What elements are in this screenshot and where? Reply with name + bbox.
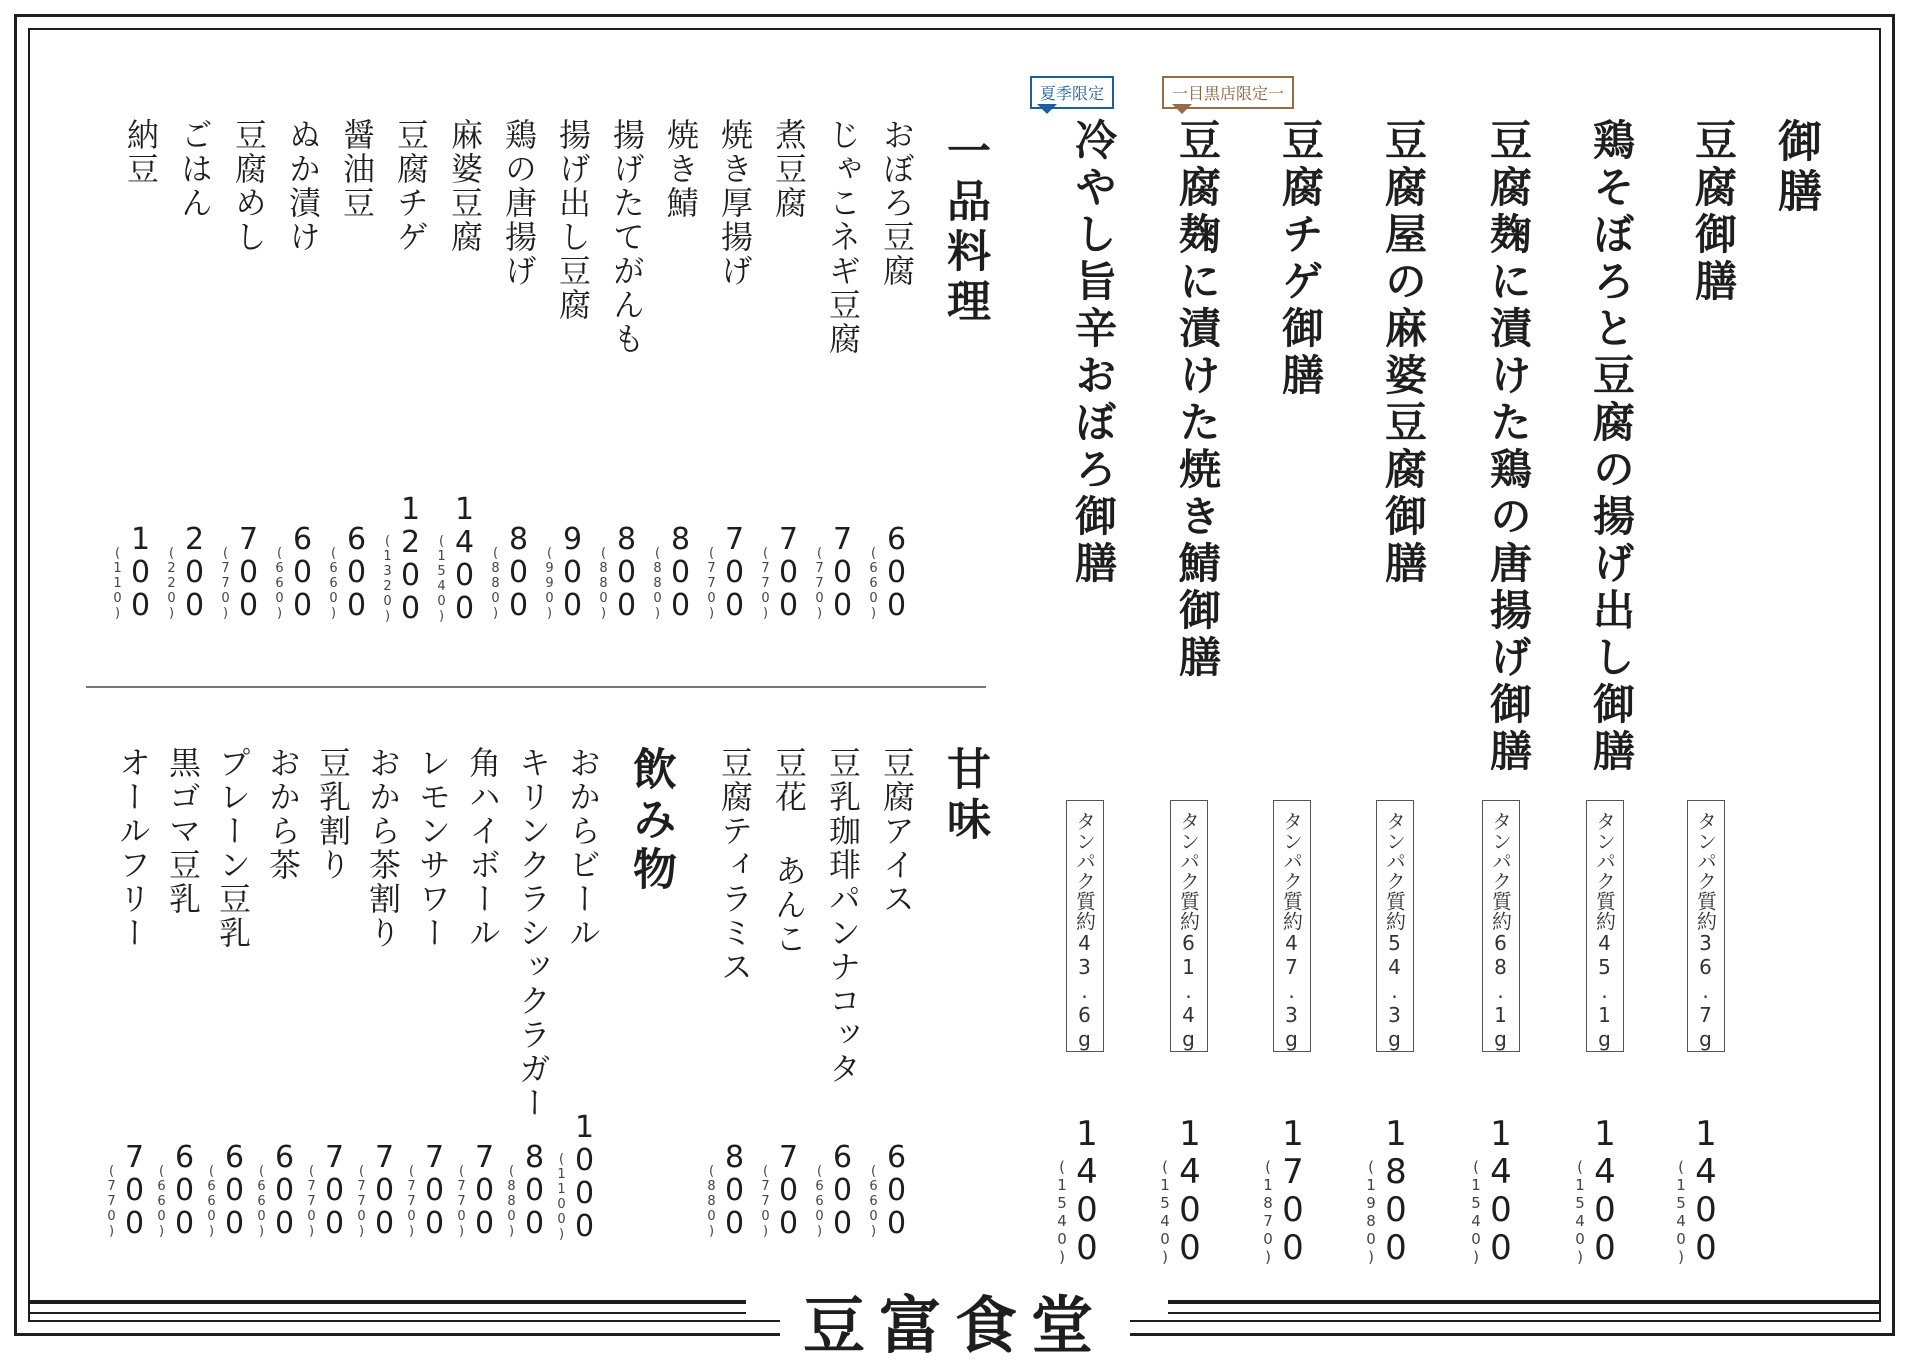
price-with-tax: (660) (866, 1164, 881, 1239)
protein-label: タンパク質約47.3g (1273, 800, 1311, 1052)
summer-limited-badge: 夏季限定 (1030, 76, 1114, 109)
amami-price (758, 1140, 806, 1239)
price-value: 800 (663, 522, 698, 621)
price-with-tax: (1320) (380, 534, 395, 624)
price-value: 600 (217, 1140, 252, 1239)
gozen-price (1672, 1114, 1726, 1266)
price-with-tax: (880) (504, 1164, 519, 1239)
price-value: 600 (267, 1140, 302, 1239)
price-with-tax: (110) (110, 546, 125, 621)
amami-item-name: 豆腐アイス (878, 746, 916, 916)
protein-label: タンパク質約68.1g (1482, 800, 1520, 1052)
price-with-tax: (770) (758, 1164, 773, 1239)
ippin-price (812, 522, 860, 621)
amami-heading: 甘味 (939, 746, 990, 846)
gozen-price (1571, 1114, 1625, 1266)
price-value: 600 (825, 1140, 860, 1239)
price-value: 200 (177, 522, 212, 621)
price-value: 600 (339, 522, 374, 621)
price-with-tax: (1540) (1672, 1158, 1690, 1266)
gozen-item-name: 豆腐屋の麻婆豆腐御膳 (1379, 118, 1428, 588)
price-with-tax: (1540) (434, 534, 449, 624)
store-limited-badge: 一目黒店限定一 (1162, 76, 1294, 109)
nomimono-price (104, 1140, 152, 1239)
price-value: 600 (285, 522, 320, 621)
ippin-item-name: じゃこネギ豆腐 (824, 118, 862, 356)
store-badge-tail (1172, 104, 1192, 114)
summer-badge-tail (1037, 104, 1057, 114)
amami-item-name: 豆花 あんこ (770, 746, 808, 956)
ippin-price (650, 522, 698, 621)
price-with-tax: (660) (254, 1164, 269, 1239)
nomimono-price (354, 1140, 402, 1239)
nomimono-price (204, 1140, 252, 1239)
nomimono-price (254, 1140, 302, 1239)
price-value: 1400 (1686, 1114, 1726, 1266)
price-with-tax: (990) (542, 546, 557, 621)
ippin-price (272, 522, 320, 621)
ippin-item-name: 豆腐めし (230, 118, 268, 254)
nomimono-item-name: おからビール (564, 746, 602, 950)
ippin-item-name: 醤油豆 (338, 118, 376, 220)
nomimono-item-name: キリンクラシックラガー (514, 746, 552, 1120)
nomimono-item-name: おから茶 (264, 746, 302, 882)
price-value: 700 (417, 1140, 452, 1239)
price-value: 1400 (1067, 1114, 1107, 1266)
protein-label: タンパク質約45.1g (1586, 800, 1624, 1052)
price-with-tax: (770) (454, 1164, 469, 1239)
price-value: 700 (367, 1140, 402, 1239)
protein-label: タンパク質約61.4g (1170, 800, 1208, 1052)
gozen-item-name: 豆腐チゲ御膳 (1276, 118, 1325, 400)
ippin-item-name: 麻婆豆腐 (446, 118, 484, 254)
price-value: 700 (317, 1140, 352, 1239)
price-with-tax: (880) (596, 546, 611, 621)
price-with-tax: (1540) (1053, 1158, 1071, 1266)
ippin-heading: 一品料理 (939, 128, 990, 328)
price-value: 1400 (1585, 1114, 1625, 1266)
price-value: 700 (231, 522, 266, 621)
price-with-tax: (770) (758, 546, 773, 621)
ippin-price (380, 492, 428, 624)
gozen-price (1362, 1114, 1416, 1266)
price-with-tax: (770) (812, 546, 827, 621)
gozen-price (1259, 1114, 1313, 1266)
price-value: 600 (167, 1140, 202, 1239)
ippin-price (326, 522, 374, 621)
amami-price (812, 1140, 860, 1239)
footer-rule-left (28, 1300, 746, 1304)
price-with-tax: (1540) (1467, 1158, 1485, 1266)
nomimono-item-name: 角ハイボール (464, 746, 502, 950)
ippin-price (758, 522, 806, 621)
price-value: 700 (117, 1140, 152, 1239)
price-value: 700 (825, 522, 860, 621)
price-with-tax: (660) (204, 1164, 219, 1239)
nomimono-price (554, 1110, 602, 1242)
price-value: 700 (467, 1140, 502, 1239)
price-with-tax: (220) (164, 546, 179, 621)
footer-rule-right (1168, 1300, 1881, 1304)
amami-item-name: 豆腐ティラミス (716, 746, 754, 984)
price-value: 800 (501, 522, 536, 621)
gozen-item-name: 豆腐麹に漬けた鶏の唐揚げ御膳 (1484, 118, 1533, 776)
price-with-tax: (770) (704, 546, 719, 621)
nomimono-price (504, 1140, 552, 1239)
price-with-tax: (770) (404, 1164, 419, 1239)
protein-label: タンパク質約36.7g (1687, 800, 1725, 1052)
price-value: 700 (771, 522, 806, 621)
price-with-tax: (1540) (1156, 1158, 1174, 1266)
protein-label: タンパク質約43.6g (1066, 800, 1104, 1052)
footer-rule-left-thin (28, 1312, 746, 1314)
nomimono-price (154, 1140, 202, 1239)
nomimono-price (454, 1140, 502, 1239)
price-value: 800 (717, 1140, 752, 1239)
footer-rule-right-thin (1168, 1312, 1881, 1314)
ippin-price (596, 522, 644, 621)
price-with-tax: (660) (812, 1164, 827, 1239)
nomimono-item-name: 豆乳割り (314, 746, 352, 882)
nomimono-item-name: オールフリー (114, 746, 152, 950)
gozen-price (1467, 1114, 1521, 1266)
price-value: 700 (771, 1140, 806, 1239)
nomimono-item-name: 黒ゴマ豆乳 (164, 746, 202, 916)
price-with-tax: (660) (272, 546, 287, 621)
price-with-tax: (660) (154, 1164, 169, 1239)
amami-item-name: 豆乳珈琲パンナコッタ (824, 746, 862, 1086)
price-with-tax: (770) (218, 546, 233, 621)
ippin-item-name: ぬか漬け (284, 118, 322, 254)
ippin-item-name: 豆腐チゲ (392, 118, 430, 254)
gozen-item-name: 冷やし旨辛おぼろ御膳 (1069, 118, 1118, 588)
nomimono-heading: 飲み物 (625, 746, 676, 896)
price-with-tax: (770) (304, 1164, 319, 1239)
price-value: 1400 (1170, 1114, 1210, 1266)
price-value: 1800 (1376, 1114, 1416, 1266)
price-value: 1700 (1273, 1114, 1313, 1266)
ippin-item-name: 焼き厚揚げ (716, 118, 754, 288)
nomimono-price (304, 1140, 352, 1239)
gozen-price (1053, 1114, 1107, 1266)
ippin-price (488, 522, 536, 621)
price-value: 1000 (567, 1110, 602, 1242)
amami-price (866, 1140, 914, 1239)
ippin-item-name: 揚げ出し豆腐 (554, 118, 592, 322)
ippin-price (542, 522, 590, 621)
price-value: 1400 (447, 492, 482, 624)
price-with-tax: (1870) (1259, 1158, 1277, 1266)
price-with-tax: (1980) (1362, 1158, 1380, 1266)
amami-price (704, 1140, 752, 1239)
price-with-tax: (880) (488, 546, 503, 621)
price-value: 800 (609, 522, 644, 621)
gozen-item-name: 豆腐麹に漬けた焼き鯖御膳 (1173, 118, 1222, 682)
price-with-tax: (880) (704, 1164, 719, 1239)
ippin-item-name: ごはん (176, 118, 214, 220)
price-value: 600 (879, 1140, 914, 1239)
price-with-tax: (770) (104, 1164, 119, 1239)
price-value: 600 (879, 522, 914, 621)
price-value: 100 (123, 522, 158, 621)
nomimono-item-name: レモンサワー (414, 746, 452, 950)
price-value: 800 (517, 1140, 552, 1239)
gozen-item-name: 豆腐御膳 (1689, 118, 1738, 306)
brand-logo: 豆富食堂 (780, 1276, 1130, 1348)
price-value: 700 (717, 522, 752, 621)
price-with-tax: (1100) (554, 1152, 569, 1242)
ippin-item-name: 焼き鯖 (662, 118, 700, 220)
gozen-item-name: 鶏そぼろと豆腐の揚げ出し御膳 (1587, 118, 1636, 776)
price-with-tax: (1540) (1571, 1158, 1589, 1266)
price-with-tax: (660) (326, 546, 341, 621)
nomimono-item-name: おから茶割り (364, 746, 402, 950)
section-divider (86, 686, 986, 688)
gozen-heading: 御膳 (1770, 118, 1821, 218)
ippin-price (866, 522, 914, 621)
ippin-item-name: 納豆 (122, 118, 160, 186)
nomimono-price (404, 1140, 452, 1239)
ippin-price (434, 492, 482, 624)
gozen-price (1156, 1114, 1210, 1266)
ippin-price (218, 522, 266, 621)
price-with-tax: (880) (650, 546, 665, 621)
ippin-item-name: 鶏の唐揚げ (500, 118, 538, 288)
ippin-item-name: おぼろ豆腐 (878, 118, 916, 288)
price-with-tax: (660) (866, 546, 881, 621)
price-with-tax: (770) (354, 1164, 369, 1239)
nomimono-item-name: プレーン豆乳 (214, 746, 252, 950)
ippin-item-name: 煮豆腐 (770, 118, 808, 220)
ippin-price (164, 522, 212, 621)
price-value: 1200 (393, 492, 428, 624)
ippin-price (110, 522, 158, 621)
price-value: 900 (555, 522, 590, 621)
ippin-item-name: 揚げたてがんも (608, 118, 646, 356)
ippin-price (704, 522, 752, 621)
protein-label: タンパク質約54.3g (1376, 800, 1414, 1052)
price-value: 1400 (1481, 1114, 1521, 1266)
